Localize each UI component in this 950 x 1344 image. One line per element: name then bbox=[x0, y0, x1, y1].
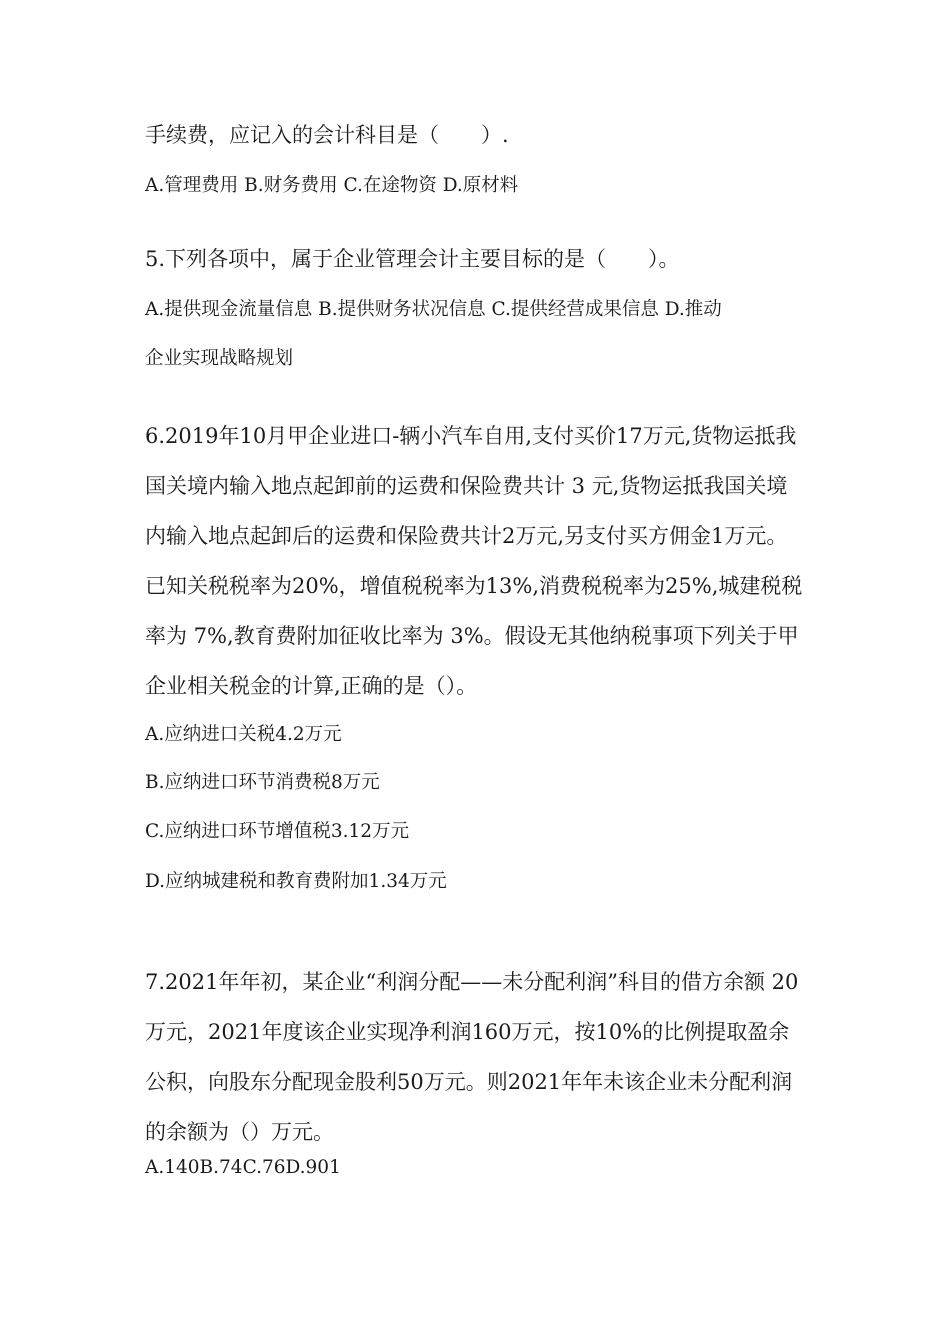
question-6-stem-line-6: 企业相关税金的计算,正确的是（）。 bbox=[145, 674, 478, 698]
question-6-option-d: D.应纳城建税和教育费附加1.34万元 bbox=[145, 871, 447, 892]
question-5-stem: 5.下列各项中，属于企业管理会计主要目标的是（ ）。 bbox=[145, 247, 680, 271]
question-6-stem-line-2: 国关境内输入地点起卸前的运费和保险费共计 3 元,货物运抵我国关境 bbox=[145, 474, 788, 498]
question-7-stem-line-1: 7.2021年年初，某企业“利润分配——未分配利润”科目的借方余额 20 bbox=[145, 970, 799, 994]
question-6-stem-line-3: 内输入地点起卸后的运费和保险费共计2万元,另支付买方佣金1万元。 bbox=[145, 524, 788, 548]
question-4-options: A.管理费用 B.财务费用 C.在途物资 D.原材料 bbox=[145, 175, 519, 196]
question-6-option-b: B.应纳进口环节消费税8万元 bbox=[145, 772, 380, 793]
question-7-stem-line-2: 万元，2021年度该企业实现净利润160万元，按10%的比例提取盈余 bbox=[145, 1020, 790, 1044]
question-7-options: A.140B.74C.76D.901 bbox=[145, 1157, 341, 1178]
question-5-options: A.提供现金流量信息 B.提供财务状况信息 C.提供经营成果信息 D.推动 bbox=[145, 299, 722, 320]
question-6-option-c: C.应纳进口环节增值税3.12万元 bbox=[145, 821, 410, 842]
question-6-stem-line-1: 6.2019年10月甲企业进口-辆小汽车自用,支付买价17万元,货物运抵我 bbox=[145, 424, 797, 448]
question-4-stem-end: 手续费，应记入的会计科目是（ ）. bbox=[145, 123, 509, 147]
question-6-option-a: A.应纳进口关税4.2万元 bbox=[145, 724, 342, 745]
question-7-stem-line-4: 的余额为（）万元。 bbox=[145, 1120, 334, 1144]
question-5-options-cont: 企业实现战略规划 bbox=[145, 348, 294, 369]
question-6-stem-line-4: 已知关税税率为20%，增值税税率为13%,消费税税率为25%,城建税税 bbox=[145, 574, 803, 598]
question-7-stem-line-3: 公积，向股东分配现金股利50万元。则2021年年未该企业未分配利润 bbox=[145, 1070, 793, 1094]
question-6-stem-line-5: 率为 7%,教育费附加征收比率为 3%。假设无其他纳税事项下列关于甲 bbox=[145, 624, 799, 648]
